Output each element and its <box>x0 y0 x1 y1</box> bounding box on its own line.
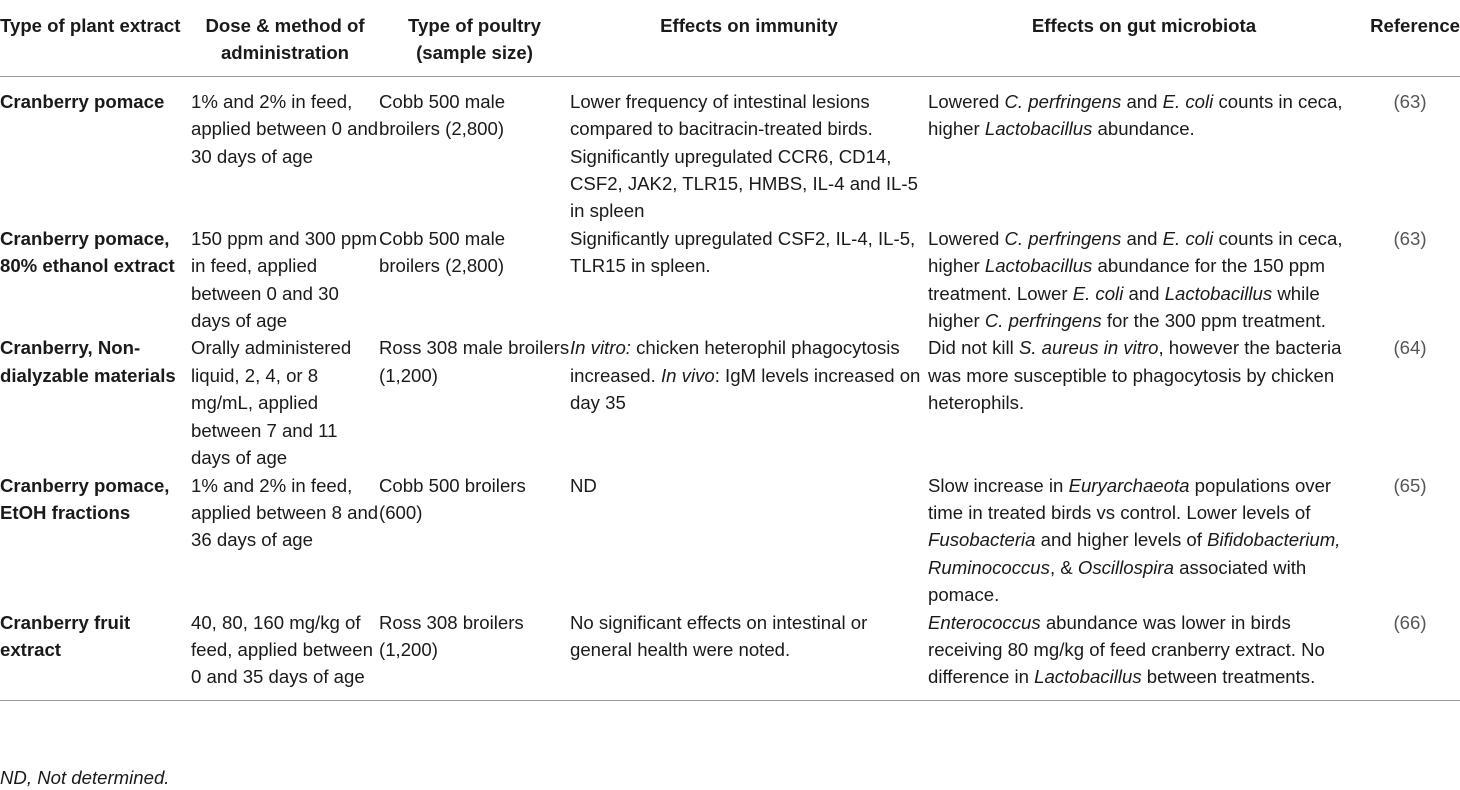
cell-reference-link[interactable]: (63) <box>1393 227 1427 249</box>
cell-microbiota: Lowered C. perfringens and E. coli counts in ceca, higher Lactobacillus abundance. <box>928 90 1343 140</box>
cell-poultry: Cobb 500 male broilers (2,800) <box>379 90 506 140</box>
header-microbiota: Effects on gut microbiota <box>928 2 1360 76</box>
cell-dose: 150 ppm and 300 ppm in feed, applied between 0 and 30 days of age <box>191 227 378 332</box>
cell-dose: Orally administered liquid, 2, 4, or 8 mg/mL, applied between 7 and 11 days of age <box>191 337 352 469</box>
cell-dose: 1% and 2% in feed, applied between 0 and 30 days of age <box>191 90 379 167</box>
table-row <box>0 472 1460 609</box>
header-reference: Reference <box>1360 2 1460 76</box>
cell-poultry: Cobb 500 broilers (600) <box>379 474 526 523</box>
cell-reference-link[interactable]: (64) <box>1393 337 1427 359</box>
table-footnote: ND, Not determined. <box>0 767 170 788</box>
table-row <box>0 225 1460 335</box>
cell-plant: Cranberry fruit extract <box>0 609 191 701</box>
cell-poultry: Cobb 500 male broilers (2,800) <box>379 227 506 277</box>
header-poultry: Type of poultry (sample size) <box>379 2 570 76</box>
cell-reference-link[interactable]: (63) <box>1393 90 1427 112</box>
cell-dose: 1% and 2% in feed, applied between 8 and 36 days of age <box>191 474 379 551</box>
cell-microbiota: Did not kill S. aureus in vitro, however the bacteria was more susceptible to phagocytosis by chicken heterophils. <box>928 337 1342 414</box>
cell-reference-link[interactable]: (65) <box>1393 474 1427 496</box>
cell-immunity: In vitro: chicken heterophil phagocytosis increased. In vivo: IgM levels increased on day 35 <box>570 337 921 414</box>
cell-plant: Cranberry pomace, EtOH fractions <box>0 474 170 523</box>
cell-immunity: ND <box>570 474 597 496</box>
cell-microbiota: Lowered C. perfringens and E. coli counts in ceca, higher Lactobacillus abundance for the 150 ppm treatment. Lower E. coli and Lactobacillus while higher C. perfringens for the 300 ppm treatment. <box>928 227 1343 332</box>
header-immunity: Effects on immunity <box>570 2 928 76</box>
header-dose: Dose & method of administration <box>191 2 379 76</box>
cell-plant: Cranberry pomace <box>0 90 165 112</box>
cell-microbiota: Enterococcus abundance was lower in birds receiving 80 mg/kg of feed cranberry extract. No difference in Lactobacillus between treatments. <box>928 609 1360 701</box>
header-plant: Type of plant extract <box>0 2 191 76</box>
table-row <box>0 76 1460 225</box>
cell-reference-link[interactable]: (66) <box>1360 609 1460 701</box>
cell-immunity: Lower frequency of intestinal lesions compared to bacitracin-treated birds. Significantly upregulated CCR6, CD14, CSF2, JAK2, TLR15, HMBS, IL-4 and IL-5 in spleen <box>570 90 918 222</box>
cell-poultry: Ross 308 male broilers (1,200) <box>379 337 570 386</box>
cranberry-extract-table <box>0 2 1460 701</box>
cell-immunity: Significantly upregulated CSF2, IL-4, IL-5, TLR15 in spleen. <box>570 227 916 277</box>
table-header-row <box>0 2 1460 76</box>
cell-plant: Cranberry, Non-dialyzable materials <box>0 337 176 386</box>
table-row <box>0 609 1460 701</box>
cell-poultry: Ross 308 broilers (1,200) <box>379 609 570 701</box>
cell-microbiota: Slow increase in Euryarchaeota populations over time in treated birds vs control. Lower levels of Fusobacteria and higher levels of Bifidobacterium, Ruminococcus, & Oscillospira associated with pomace. <box>928 474 1341 606</box>
table-row <box>0 334 1460 471</box>
cell-dose: 40, 80, 160 mg/kg of feed, applied between 0 and 35 days of age <box>191 609 379 701</box>
cell-plant: Cranberry pomace, 80% ethanol extract <box>0 227 175 277</box>
cell-immunity: No significant effects on intestinal or general health were noted. <box>570 609 928 701</box>
